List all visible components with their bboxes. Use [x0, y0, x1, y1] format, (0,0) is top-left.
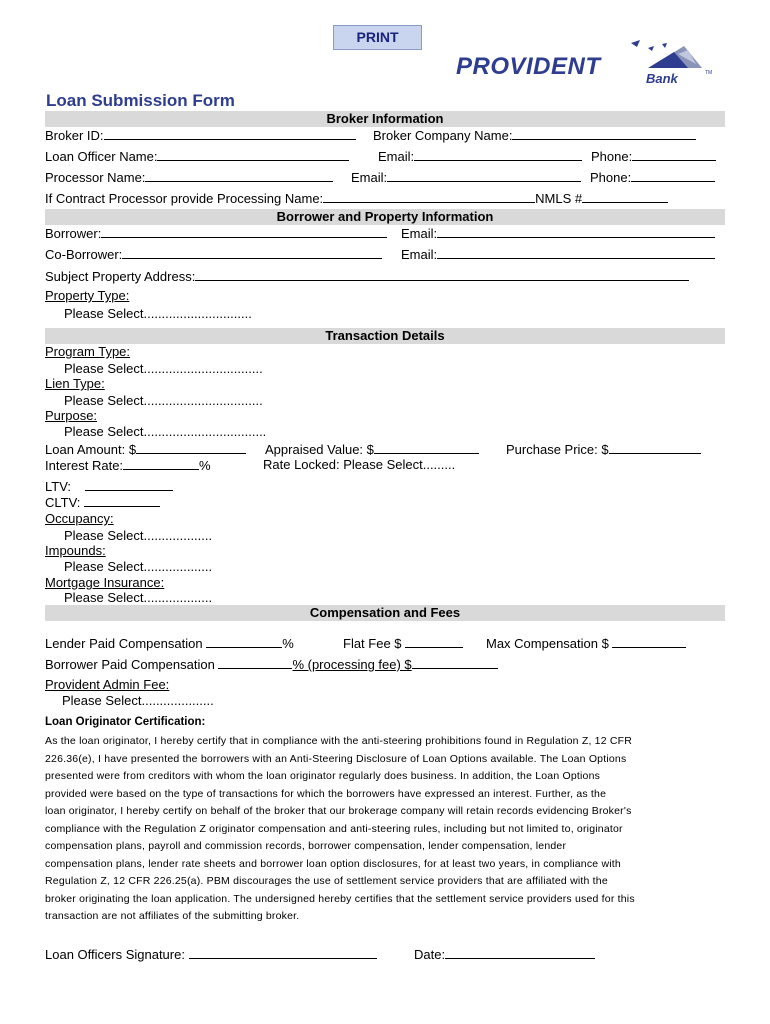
- certification-line: compensation plans, payroll and commission records, borrower compensation, lender compensation, lender: [45, 840, 567, 852]
- program-type-label: Program Type:: [45, 344, 131, 359]
- max-comp-label: Max Compensation $: [486, 636, 609, 651]
- form-title: Loan Submission Form: [46, 91, 235, 110]
- loan-officer-email-row: [378, 148, 582, 165]
- borrower-email-field[interactable]: [437, 225, 715, 238]
- interest-rate-label: Interest Rate:: [45, 458, 124, 473]
- logo-wordmark: PROVIDENT: [456, 53, 601, 80]
- section-header-broker: Broker Information: [45, 111, 725, 127]
- cltv-row: [45, 494, 160, 511]
- interest-rate-field[interactable]: [123, 457, 199, 470]
- broker-id-row: [45, 127, 356, 144]
- subject-property-label: Subject Property Address:: [45, 269, 196, 284]
- cltv-label: CLTV:: [45, 495, 81, 510]
- co-borrower-email-row: [401, 246, 715, 263]
- ltv-field[interactable]: [85, 478, 173, 491]
- certification-line: 226.36(e), I have presented the borrowers with an Anti-Steering Disclosure of Loan Options available. The Loan Options: [45, 752, 627, 765]
- max-comp-field[interactable]: [612, 635, 686, 648]
- certification-text: [45, 733, 735, 926]
- borrower-row: [45, 225, 387, 242]
- processor-email-field[interactable]: [387, 169, 581, 182]
- loan-amount-field[interactable]: [136, 441, 246, 454]
- section-header-transaction: Transaction Details: [45, 328, 725, 344]
- lien-type-select[interactable]: Please Select.................................: [64, 393, 263, 408]
- loan-amount-label: Loan Amount: $: [45, 442, 137, 457]
- broker-company-row: [373, 127, 696, 144]
- property-type-label: Property Type:: [45, 288, 130, 303]
- property-type-select[interactable]: Please Select..............................: [64, 306, 252, 321]
- purchase-price-field[interactable]: [609, 441, 701, 454]
- processing-fee-field[interactable]: [412, 656, 498, 669]
- date-field[interactable]: [445, 946, 595, 959]
- purchase-price-label: Purchase Price: $: [506, 442, 609, 457]
- impounds-select[interactable]: Please Select...................: [64, 559, 213, 574]
- impounds-label: Impounds:: [45, 543, 106, 558]
- certification-line: presented were from creditors with whom the loan originator regularly does business. In addition, the Loan Options: [45, 770, 601, 782]
- processor-row: [45, 169, 333, 186]
- loan-officer-phone-label: Phone:: [591, 149, 633, 164]
- flat-fee-label: Flat Fee $: [343, 636, 402, 651]
- broker-company-label: Broker Company Name:: [373, 128, 513, 143]
- rate-locked-label: Rate Locked:: [263, 457, 340, 472]
- contract-processor-label: If Contract Processor provide Processing Name:: [45, 191, 324, 206]
- lien-type-label: Lien Type:: [45, 376, 105, 391]
- loan-officer-row: [45, 148, 349, 165]
- certification-heading: Loan Originator Certification:: [45, 716, 206, 728]
- rate-locked-select[interactable]: Please Select.........: [343, 457, 456, 472]
- occupancy-label: Occupancy:: [45, 511, 114, 526]
- ltv-label: LTV:: [45, 479, 72, 494]
- certification-line: transaction are not affiliates of the submitting broker.: [45, 910, 300, 922]
- cltv-field[interactable]: [84, 494, 160, 507]
- signature-label: Loan Officers Signature:: [45, 947, 185, 962]
- contract-processor-row: [45, 190, 668, 207]
- program-type-select[interactable]: Please Select.................................: [64, 361, 263, 376]
- processor-email-label: Email:: [351, 170, 388, 185]
- borrower-label: Borrower:: [45, 226, 102, 241]
- borrower-paid-label: Borrower Paid Compensation: [45, 657, 215, 672]
- co-borrower-email-field[interactable]: [437, 246, 715, 259]
- loan-officer-email-label: Email:: [378, 149, 415, 164]
- co-borrower-field[interactable]: [122, 246, 382, 259]
- subject-property-field[interactable]: [195, 268, 689, 281]
- date-row: [414, 946, 595, 963]
- loan-officer-field[interactable]: [157, 148, 349, 161]
- borrower-email-row: [401, 225, 715, 242]
- purchase-price-row: [506, 441, 701, 458]
- flat-fee-field[interactable]: [405, 635, 463, 648]
- interest-rate-row: [45, 457, 211, 474]
- certification-line: provided were based on the type of transactions for which the borrowers have expressed an interest. Further, as the: [45, 787, 607, 800]
- loan-officer-label: Loan Officer Name:: [45, 149, 158, 164]
- processing-fee-label: % (processing fee) $: [292, 657, 412, 672]
- subject-property-row: [45, 268, 689, 285]
- rate-locked-row: [263, 457, 455, 473]
- certification-line: compliance with the Regulation Z originator compensation and anti-steering rules, including but not limited to, originator: [45, 822, 623, 835]
- mortgage-insurance-label: Mortgage Insurance:: [45, 575, 165, 590]
- purpose-label: Purpose:: [45, 408, 98, 423]
- signature-row: [45, 946, 377, 963]
- certification-line: As the loan originator, I hereby certify that in compliance with the anti-steering prohibitions found in Regulation Z, 12 CFR: [45, 735, 633, 747]
- certification-line: compensation plans, lender rate sheets and borrower loan option disclosures, for at least two years, in compliance with: [45, 857, 621, 870]
- loan-officer-phone-row: [591, 148, 716, 165]
- broker-id-label: Broker ID:: [45, 128, 104, 143]
- admin-fee-select[interactable]: Please Select....................: [62, 693, 214, 708]
- occupancy-select[interactable]: Please Select...................: [64, 528, 213, 543]
- loan-officer-email-field[interactable]: [414, 148, 582, 161]
- co-borrower-label: Co-Borrower:: [45, 247, 123, 262]
- certification-line: loan originator, I hereby certify on behalf of the broker that our brokerage company will retain records evidencing Broker's: [45, 805, 632, 817]
- processor-phone-label: Phone:: [590, 170, 632, 185]
- processor-phone-row: [590, 169, 715, 186]
- appraised-value-field[interactable]: [374, 441, 479, 454]
- logo-bank-text: Bank: [646, 71, 678, 86]
- borrower-paid-field[interactable]: [218, 656, 292, 669]
- processor-phone-field[interactable]: [631, 169, 715, 182]
- processor-field[interactable]: [145, 169, 333, 182]
- loan-amount-row: [45, 441, 246, 458]
- certification-line: Regulation Z, 12 CFR 226.25(a). PBM discourages the use of settlement service providers that are affiliated with the: [45, 875, 608, 887]
- processor-label: Processor Name:: [45, 170, 146, 185]
- section-header-borrower: Borrower and Property Information: [45, 209, 725, 225]
- logo-tm: TM: [705, 70, 713, 76]
- ltv-row: [45, 478, 173, 495]
- max-comp-row: [486, 635, 686, 652]
- lender-paid-label: Lender Paid Compensation: [45, 636, 203, 651]
- borrower-field[interactable]: [101, 225, 387, 238]
- interest-rate-percent: %: [199, 458, 211, 473]
- borrower-email-label: Email:: [401, 226, 438, 241]
- purpose-select[interactable]: Please Select..................................: [64, 424, 267, 439]
- certification-line: broker originating the loan application. The undersigned hereby certifies that the settlement service providers used for this: [45, 892, 635, 905]
- flat-fee-row: [343, 635, 463, 652]
- processor-email-row: [351, 169, 581, 186]
- contract-processor-field[interactable]: [323, 190, 535, 203]
- nmls-label: NMLS #: [535, 191, 583, 206]
- signature-field[interactable]: [189, 946, 377, 959]
- date-label: Date:: [414, 947, 446, 962]
- section-header-compensation: Compensation and Fees: [45, 605, 725, 621]
- loan-officer-phone-field[interactable]: [632, 148, 716, 161]
- appraised-value-label: Appraised Value: $: [265, 442, 374, 457]
- provident-bank-logo: [456, 38, 716, 88]
- co-borrower-email-label: Email:: [401, 247, 438, 262]
- lender-paid-field[interactable]: [206, 635, 282, 648]
- appraised-value-row: [265, 441, 479, 458]
- lender-paid-row: [45, 635, 294, 652]
- borrower-paid-row: [45, 656, 498, 673]
- lender-paid-percent: %: [282, 636, 294, 651]
- broker-company-field[interactable]: [512, 127, 696, 140]
- admin-fee-label: Provident Admin Fee:: [45, 677, 170, 692]
- print-button[interactable]: PRINT: [333, 25, 422, 50]
- nmls-field[interactable]: [582, 190, 668, 203]
- broker-id-field[interactable]: [104, 127, 356, 140]
- co-borrower-row: [45, 246, 382, 263]
- mortgage-insurance-select[interactable]: Please Select...................: [64, 590, 213, 605]
